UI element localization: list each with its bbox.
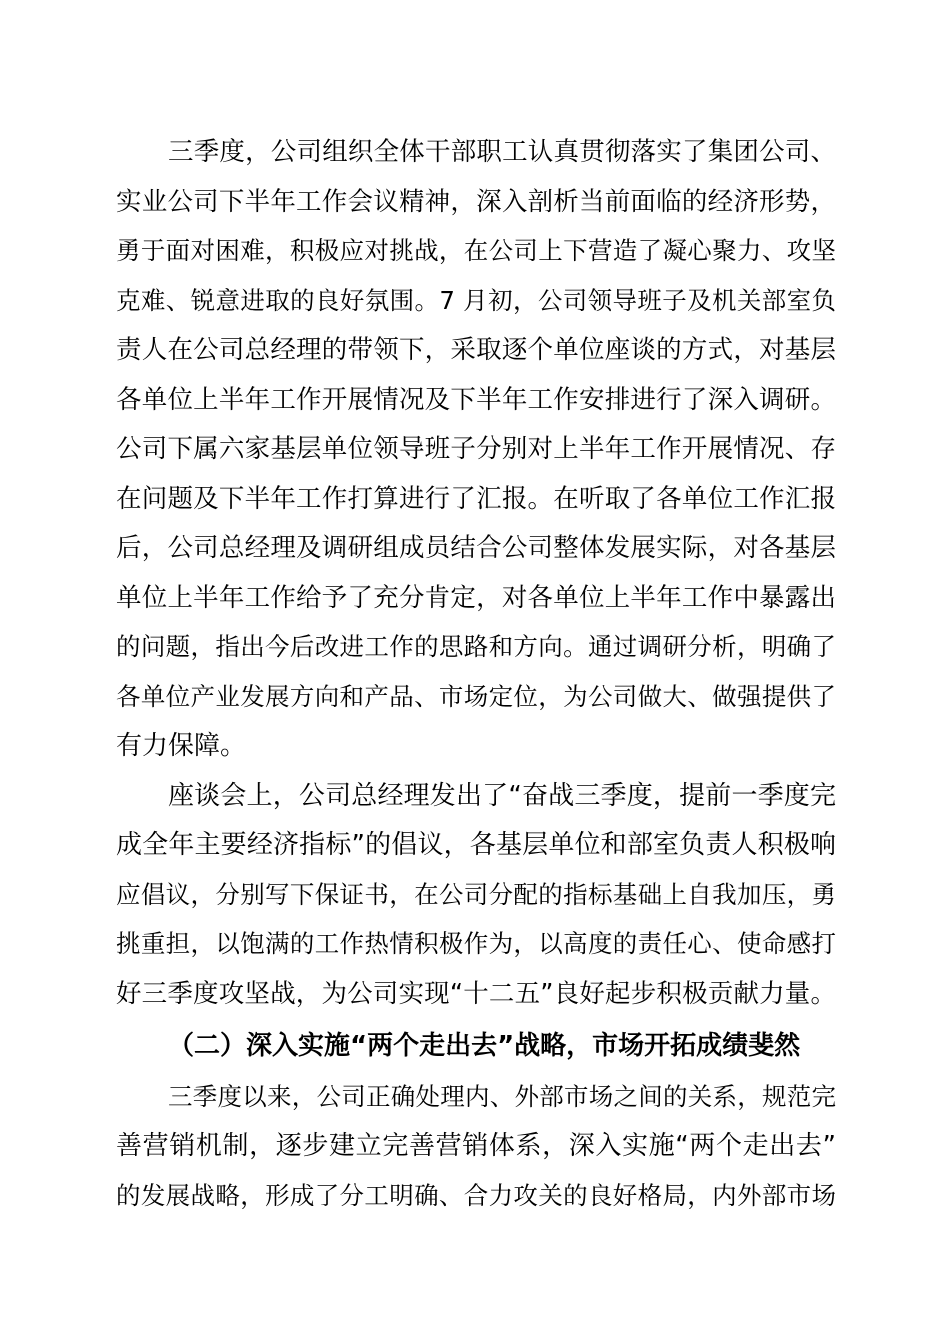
paragraph-3-line-1: 三季度以来，公司正确处理内、外部市场之间的关系，规范完 [168,1082,836,1111]
paragraph-1-line-6: 各单位上半年工作开展情况及下半年工作安排进行了深入调研。 [116,385,836,415]
paragraph-1-line-9: 后，公司总经理及调研组成员结合公司整体发展实际，对各基层 [116,533,836,563]
paragraph-2-line-5: 好三季度攻坚战，为公司实现“十二五”良好起步积极贡献力量。 [116,979,836,1009]
paragraph-1-line-2: 实业公司下半年工作会议精神，深入剖析当前面临的经济形势， [116,187,836,217]
paragraph-2-line-3: 应倡议，分别写下保证书，在公司分配的指标基础上自我加压，勇 [116,880,836,909]
paragraph-1-line-1: 三季度，公司组织全体干部职工认真贯彻落实了集团公司、 [168,137,836,167]
paragraph-1-line-10: 单位上半年工作给予了充分肯定，对各单位上半年工作中暴露出 [116,583,836,613]
paragraph-1-line-5: 责人在公司总经理的带领下，采取逐个单位座谈的方式，对基层 [116,335,836,365]
paragraph-2-line-2: 成全年主要经济指标”的倡议，各基层单位和部室负责人积极响 [116,830,836,860]
paragraph-1-line-8: 在问题及下半年工作打算进行了汇报。在听取了各单位工作汇报 [116,484,836,514]
section-heading: （二）深入实施“两个走出去”战略，市场开拓成绩斐然 [168,1031,801,1061]
paragraph-1-line-3: 勇于面对困难，积极应对挑战，在公司上下营造了凝心聚力、攻坚 [116,236,836,265]
paragraph-1-line-7: 公司下属六家基层单位领导班子分别对上半年工作开展情况、存 [116,434,836,464]
paragraph-1-line-12: 各单位产业发展方向和产品、市场定位，为公司做大、做强提供了 [116,682,836,711]
paragraph-2-line-4: 挑重担，以饱满的工作热情积极作为，以高度的责任心、使命感打 [116,929,836,958]
paragraph-1-line-4: 克难、锐意进取的良好氛围。7 月初，公司领导班子及机关部室负 [116,286,836,315]
paragraph-3-line-3: 的发展战略，形成了分工明确、合力攻关的良好格局，内外部市场 [116,1181,836,1210]
paragraph-1-line-11: 的问题，指出今后改进工作的思路和方向。通过调研分析，明确了 [116,632,836,661]
paragraph-2-line-1: 座谈会上，公司总经理发出了“奋战三季度，提前一季度完 [168,781,836,811]
paragraph-1-line-13: 有力保障。 [116,731,247,761]
paragraph-3-line-2: 善营销机制，逐步建立完善营销体系，深入实施“两个走出去” [116,1131,836,1161]
